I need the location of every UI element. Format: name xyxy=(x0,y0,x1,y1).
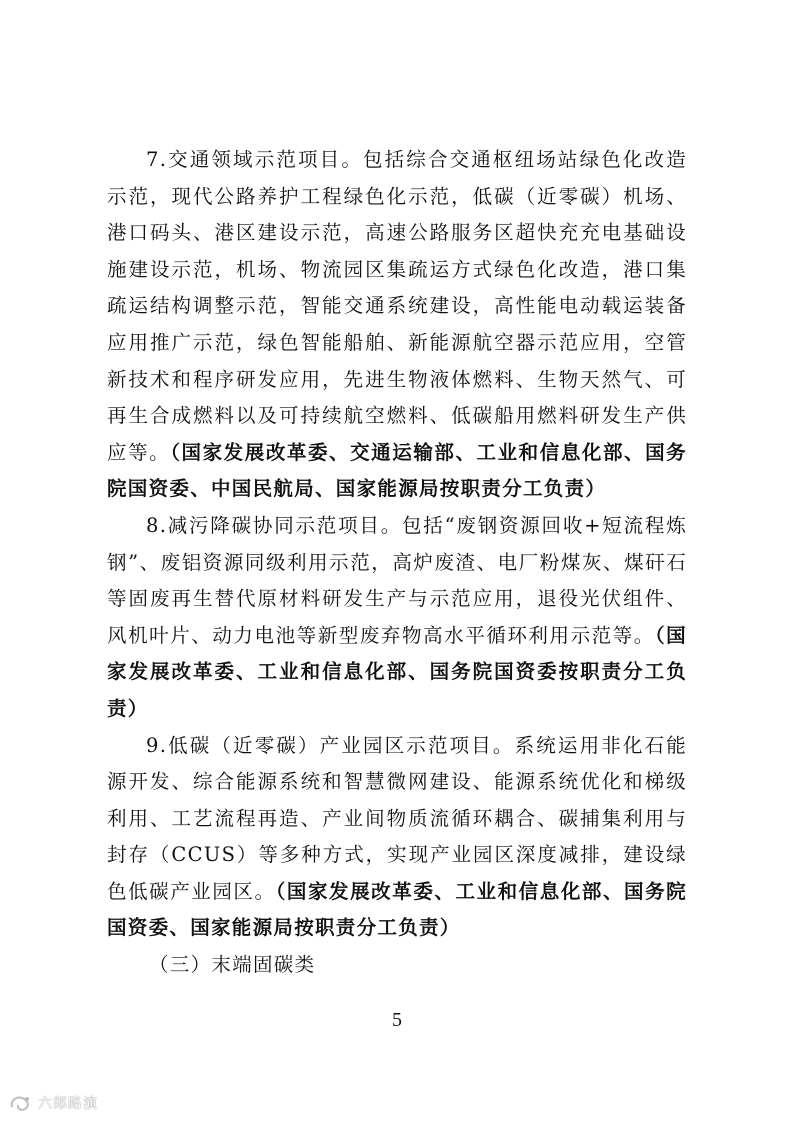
watermark-logo-icon xyxy=(8,1093,34,1113)
paragraph-text: 7.交通领域示范项目。包括综合交通枢纽场站绿色化改造示范，现代公路养护工程绿色化示范，低碳（近零碳）机场、港口码头、港区建设示范，高速公路服务区超快充充电基础设施建设示范，机场、物流园区集疏运方式绿色化改造，港口集疏运结构调整示范，智能交通系统建设，高性能电动载运装备应用推广示范，绿色智能船舶、新能源航空器示范应用，空管新技术和程序研发应用，先进生物液体燃料、生物天然气、可再生合成燃料以及可持续航空燃料、低碳船用燃料研发生产供应等。 xyxy=(107,148,687,464)
document-body xyxy=(107,142,687,984)
section-heading: （三）末端固碳类 xyxy=(149,953,316,977)
watermark xyxy=(8,1093,98,1113)
responsibility-note: （国家发展改革委、工业和信息化部、国务院国资委、国家能源局按职责分工负责） xyxy=(107,879,687,940)
paragraph-text: 8.减污降碳协同示范项目。包括“废钢资源回收+短流程炼钢”、废铝资源同级利用示范，高炉废渣、电厂粉煤灰、煤矸石等固废再生替代原材料研发生产与示范应用，退役光伏组件、风机叶片、动力电池等新型废弃物高水平循环利用示范等。 xyxy=(107,513,687,647)
paragraph-text: 9.低碳（近零碳）产业园区示范项目。系统运用非化石能源开发、综合能源系统和智慧微网建设、能源系统优化和梯级利用、工艺流程再造、产业间物质流循环耦合、碳捕集利用与封存（CCUS）等多种方式，实现产业园区深度减排，建设绿色低碳产业园区。 xyxy=(107,733,687,903)
watermark-text: 六郎路演 xyxy=(38,1096,98,1112)
paragraph-pollution-carbon xyxy=(107,508,687,728)
page-number: 5 xyxy=(392,1009,402,1031)
paragraph-transport xyxy=(107,142,687,508)
responsibility-note: （国家发展改革委、工业和信息化部、国务院国资委按职责分工负责） xyxy=(107,623,687,720)
responsibility-note: （国家发展改革委、交通运输部、工业和信息化部、国务院国资委、中国民航局、国家能源局按职责分工负责） xyxy=(107,440,687,501)
paragraph-industrial-park xyxy=(107,728,687,948)
